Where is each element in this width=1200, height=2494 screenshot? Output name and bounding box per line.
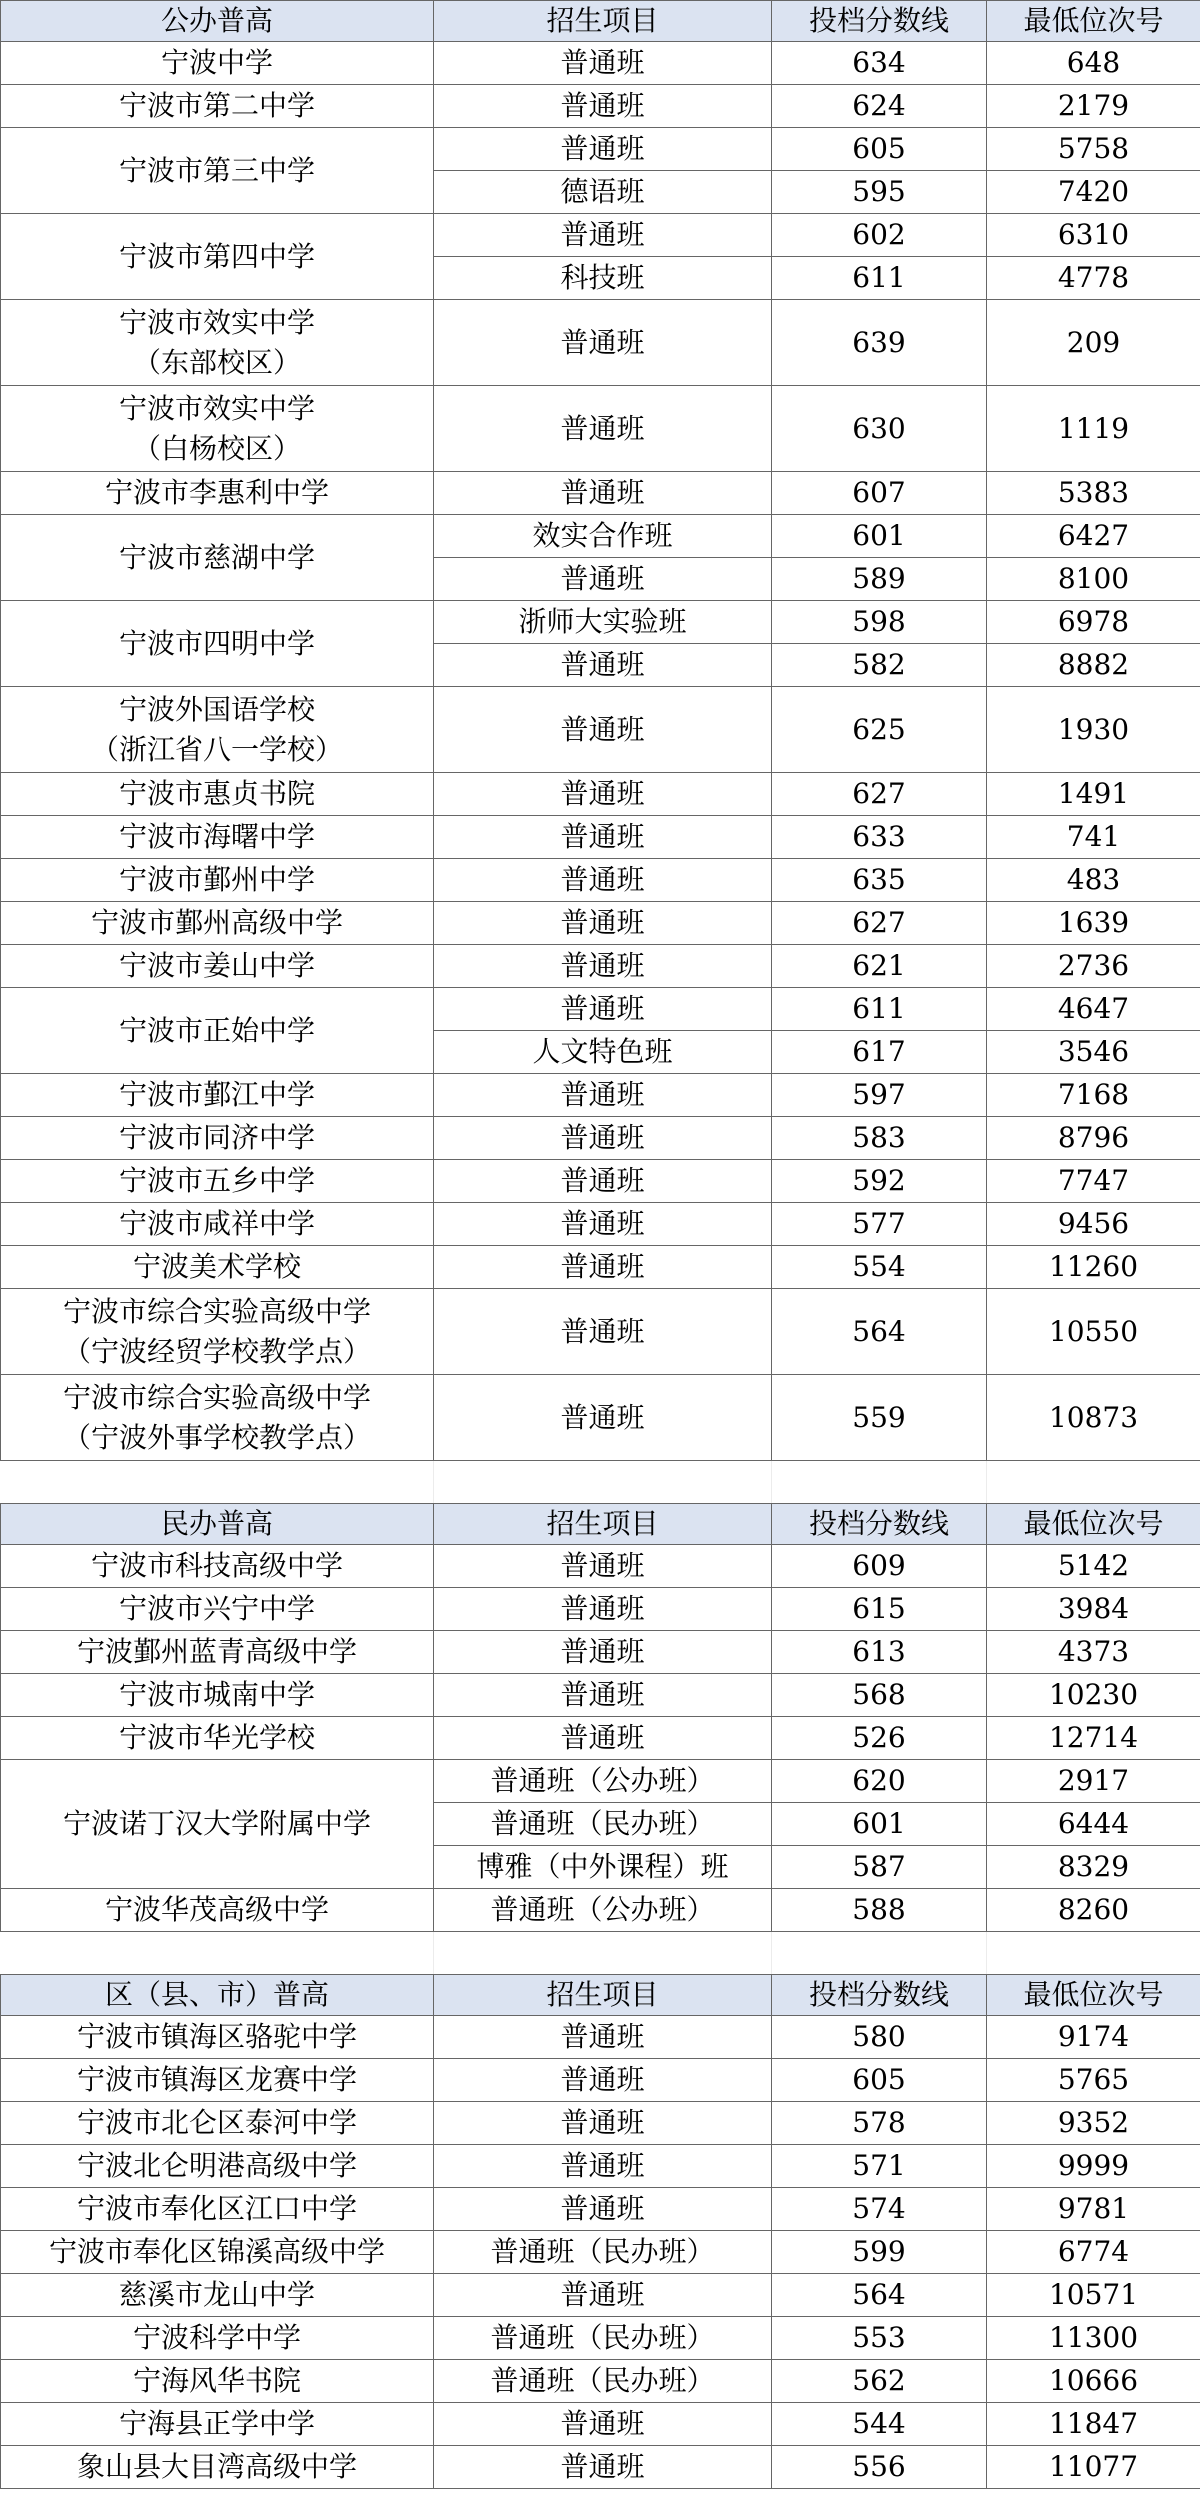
- school-name-cell: [1, 300, 434, 386]
- score-cell: 559: [772, 1375, 987, 1461]
- school-name-cell: 宁波北仑明港高级中学: [1, 2145, 434, 2188]
- program-cell: 效实合作班: [434, 515, 772, 558]
- rank-cell: 10666: [987, 2360, 1200, 2403]
- score-cell: 602: [772, 214, 987, 257]
- school-name-line: 宁波市效实中学: [118, 391, 315, 425]
- school-name-line: （宁波外事学校教学点）: [62, 1420, 371, 1454]
- school-name-line: （浙江省八一学校）: [90, 732, 343, 766]
- rank-cell: 11847: [987, 2403, 1200, 2446]
- rank-cell: 8882: [987, 644, 1200, 687]
- table-row: [1, 386, 1200, 472]
- program-cell: 普通班: [434, 945, 772, 988]
- rank-cell: 11077: [987, 2446, 1200, 2489]
- program-cell: 德语班: [434, 171, 772, 214]
- score-cell: 526: [772, 1717, 987, 1760]
- school-name-cell: 宁波市兴宁中学: [1, 1588, 434, 1631]
- table-row: [1, 2274, 1200, 2317]
- table-body: [1, 1, 1200, 2489]
- header-score: 投档分数线: [772, 1, 987, 42]
- school-name-cell: 宁波市鄞江中学: [1, 1074, 434, 1117]
- rank-cell: 483: [987, 859, 1200, 902]
- program-cell: 普通班（民办班）: [434, 1803, 772, 1846]
- section-header-row: [1, 1, 1200, 42]
- score-cell: 553: [772, 2317, 987, 2360]
- rank-cell: 8100: [987, 558, 1200, 601]
- school-name-cell: 宁波市五乡中学: [1, 1160, 434, 1203]
- school-name-cell: 宁波市镇海区骆驼中学: [1, 2016, 434, 2059]
- school-name-line: 宁波市效实中学: [118, 305, 315, 339]
- score-cell: 639: [772, 300, 987, 386]
- table-row: [1, 472, 1200, 515]
- school-name-cell: 宁波市第三中学: [1, 128, 434, 214]
- school-name-cell: 宁海县正学中学: [1, 2403, 434, 2446]
- score-cell: 597: [772, 1074, 987, 1117]
- rank-cell: 4373: [987, 1631, 1200, 1674]
- rank-cell: 6978: [987, 601, 1200, 644]
- school-name-cell: 宁波市咸祥中学: [1, 1203, 434, 1246]
- rank-cell: 2736: [987, 945, 1200, 988]
- rank-cell: 1930: [987, 687, 1200, 773]
- program-cell: 普通班（民办班）: [434, 2317, 772, 2360]
- table-row: [1, 1588, 1200, 1631]
- table-row: [1, 816, 1200, 859]
- table-row: [1, 773, 1200, 816]
- header-rank: 最低位次号: [987, 1504, 1200, 1545]
- spacer-cell: [434, 1932, 772, 1975]
- score-cell: 634: [772, 42, 987, 85]
- score-cell: 613: [772, 1631, 987, 1674]
- rank-cell: 8329: [987, 1846, 1200, 1889]
- program-cell: 普通班: [434, 300, 772, 386]
- score-cell: 601: [772, 1803, 987, 1846]
- school-name-cell: 宁波市华光学校: [1, 1717, 434, 1760]
- program-cell: 普通班: [434, 1117, 772, 1160]
- score-cell: 564: [772, 1289, 987, 1375]
- program-cell: 普通班: [434, 2446, 772, 2489]
- rank-cell: 7420: [987, 171, 1200, 214]
- score-cell: 625: [772, 687, 987, 773]
- program-cell: 普通班: [434, 1717, 772, 1760]
- rank-cell: 9174: [987, 2016, 1200, 2059]
- program-cell: 普通班: [434, 816, 772, 859]
- school-name-cell: 宁波市第四中学: [1, 214, 434, 300]
- table-row: [1, 1760, 1200, 1803]
- header-program: 招生项目: [434, 1504, 772, 1545]
- program-cell: 普通班: [434, 1203, 772, 1246]
- program-cell: 普通班: [434, 1375, 772, 1461]
- header-score: 投档分数线: [772, 1975, 987, 2016]
- rank-cell: 8796: [987, 1117, 1200, 1160]
- program-cell: 普通班: [434, 902, 772, 945]
- program-cell: 普通班: [434, 644, 772, 687]
- rank-cell: 6310: [987, 214, 1200, 257]
- rank-cell: 6444: [987, 1803, 1200, 1846]
- section-title: 公办普高: [1, 1, 434, 42]
- program-cell: 普通班: [434, 1631, 772, 1674]
- table-row: [1, 1717, 1200, 1760]
- score-cell: 633: [772, 816, 987, 859]
- score-cell: 627: [772, 902, 987, 945]
- rank-cell: 9456: [987, 1203, 1200, 1246]
- rank-cell: 3546: [987, 1031, 1200, 1074]
- score-cell: 635: [772, 859, 987, 902]
- table-row: [1, 42, 1200, 85]
- table-row: [1, 2403, 1200, 2446]
- program-cell: 普通班: [434, 386, 772, 472]
- program-cell: 普通班: [434, 214, 772, 257]
- program-cell: 普通班: [434, 85, 772, 128]
- program-cell: 普通班（民办班）: [434, 2231, 772, 2274]
- table-row: [1, 1375, 1200, 1461]
- spacer-cell: [1, 1932, 434, 1975]
- program-cell: 普通班: [434, 773, 772, 816]
- program-cell: 普通班: [434, 1160, 772, 1203]
- rank-cell: 2917: [987, 1760, 1200, 1803]
- score-cell: 617: [772, 1031, 987, 1074]
- rank-cell: 1491: [987, 773, 1200, 816]
- section-header-row: [1, 1504, 1200, 1545]
- spacer-cell: [987, 1461, 1200, 1504]
- school-name-cell: 宁波市海曙中学: [1, 816, 434, 859]
- rank-cell: 5765: [987, 2059, 1200, 2102]
- score-cell: 627: [772, 773, 987, 816]
- section-title: 区（县、市）普高: [1, 1975, 434, 2016]
- score-cell: 556: [772, 2446, 987, 2489]
- score-cell: 582: [772, 644, 987, 687]
- rank-cell: 10230: [987, 1674, 1200, 1717]
- rank-cell: 7168: [987, 1074, 1200, 1117]
- table-row: [1, 214, 1200, 257]
- school-name-line: 宁波外国语学校: [118, 692, 315, 726]
- score-cell: 554: [772, 1246, 987, 1289]
- spacer-cell: [987, 1932, 1200, 1975]
- score-cell: 564: [772, 2274, 987, 2317]
- program-cell: 普通班: [434, 1289, 772, 1375]
- school-name-cell: 宁波市第二中学: [1, 85, 434, 128]
- score-cell: 578: [772, 2102, 987, 2145]
- table-row: [1, 2016, 1200, 2059]
- table-row: [1, 1074, 1200, 1117]
- header-program: 招生项目: [434, 1, 772, 42]
- program-cell: 普通班: [434, 1588, 772, 1631]
- spacer-cell: [434, 1461, 772, 1504]
- program-cell: 普通班（公办班）: [434, 1760, 772, 1803]
- school-name-cell: 宁波市惠贞书院: [1, 773, 434, 816]
- school-name-cell: 宁波科学中学: [1, 2317, 434, 2360]
- table-row: [1, 1246, 1200, 1289]
- school-name-cell: 宁波市四明中学: [1, 601, 434, 687]
- school-name-cell: 宁波市北仑区泰河中学: [1, 2102, 434, 2145]
- table-row: [1, 2317, 1200, 2360]
- rank-cell: 9781: [987, 2188, 1200, 2231]
- program-cell: 普通班: [434, 2188, 772, 2231]
- school-name-line: 宁波市综合实验高级中学: [62, 1380, 371, 1414]
- school-name-cell: 宁波市正始中学: [1, 988, 434, 1074]
- table-row: [1, 1674, 1200, 1717]
- school-name-line: 宁波市综合实验高级中学: [62, 1294, 371, 1328]
- section-spacer: [1, 1461, 1200, 1504]
- table-row: [1, 2188, 1200, 2231]
- school-name-cell: 宁波市同济中学: [1, 1117, 434, 1160]
- score-cell: 583: [772, 1117, 987, 1160]
- table-row: [1, 2446, 1200, 2489]
- program-cell: 普通班: [434, 2145, 772, 2188]
- table-row: [1, 1889, 1200, 1932]
- score-cell: 544: [772, 2403, 987, 2446]
- table-row: [1, 1545, 1200, 1588]
- section-spacer: [1, 1932, 1200, 1975]
- program-cell: 普通班: [434, 128, 772, 171]
- program-cell: 普通班: [434, 1674, 772, 1717]
- table-row: [1, 687, 1200, 773]
- program-cell: 普通班: [434, 988, 772, 1031]
- score-cell: 615: [772, 1588, 987, 1631]
- school-name-cell: 宁海风华书院: [1, 2360, 434, 2403]
- rank-cell: 5758: [987, 128, 1200, 171]
- header-score: 投档分数线: [772, 1504, 987, 1545]
- table-row: [1, 2059, 1200, 2102]
- rank-cell: 5142: [987, 1545, 1200, 1588]
- score-cell: 562: [772, 2360, 987, 2403]
- rank-cell: 3984: [987, 1588, 1200, 1631]
- table-row: [1, 1289, 1200, 1375]
- section-title: 民办普高: [1, 1504, 434, 1545]
- score-cell: 624: [772, 85, 987, 128]
- header-program: 招生项目: [434, 1975, 772, 2016]
- table-row: [1, 2360, 1200, 2403]
- table-row: [1, 1117, 1200, 1160]
- school-name-cell: 宁波市镇海区龙赛中学: [1, 2059, 434, 2102]
- rank-cell: 4647: [987, 988, 1200, 1031]
- table-row: [1, 1203, 1200, 1246]
- school-name-cell: 宁波华茂高级中学: [1, 1889, 434, 1932]
- school-name-cell: 慈溪市龙山中学: [1, 2274, 434, 2317]
- program-cell: 浙师大实验班: [434, 601, 772, 644]
- spacer-cell: [1, 1461, 434, 1504]
- school-name-line: （宁波经贸学校教学点）: [62, 1334, 371, 1368]
- score-cell: 598: [772, 601, 987, 644]
- score-cell: 611: [772, 257, 987, 300]
- school-name-cell: 宁波市慈湖中学: [1, 515, 434, 601]
- table-row: [1, 859, 1200, 902]
- spacer-cell: [772, 1932, 987, 1975]
- program-cell: 普通班: [434, 2059, 772, 2102]
- table-row: [1, 601, 1200, 644]
- program-cell: 普通班: [434, 42, 772, 85]
- score-cell: 607: [772, 472, 987, 515]
- table-row: [1, 945, 1200, 988]
- school-name-cell: 宁波市奉化区锦溪高级中学: [1, 2231, 434, 2274]
- rank-cell: 6427: [987, 515, 1200, 558]
- table-row: [1, 85, 1200, 128]
- rank-cell: 8260: [987, 1889, 1200, 1932]
- school-name-cell: 宁波市鄞州高级中学: [1, 902, 434, 945]
- rank-cell: 10571: [987, 2274, 1200, 2317]
- program-cell: 普通班: [434, 2102, 772, 2145]
- school-name-cell: [1, 386, 434, 472]
- program-cell: 科技班: [434, 257, 772, 300]
- rank-cell: 12714: [987, 1717, 1200, 1760]
- table-row: [1, 2145, 1200, 2188]
- score-cell: 592: [772, 1160, 987, 1203]
- rank-cell: 1639: [987, 902, 1200, 945]
- table-row: [1, 902, 1200, 945]
- school-name-cell: 宁波市鄞州中学: [1, 859, 434, 902]
- score-cell: 571: [772, 2145, 987, 2188]
- rank-cell: 1119: [987, 386, 1200, 472]
- score-cell: 621: [772, 945, 987, 988]
- school-name-cell: 宁波美术学校: [1, 1246, 434, 1289]
- score-cell: 577: [772, 1203, 987, 1246]
- rank-cell: 10550: [987, 1289, 1200, 1375]
- rank-cell: 9352: [987, 2102, 1200, 2145]
- rank-cell: 6774: [987, 2231, 1200, 2274]
- school-name-cell: 宁波市李惠利中学: [1, 472, 434, 515]
- rank-cell: 10873: [987, 1375, 1200, 1461]
- score-cell: 620: [772, 1760, 987, 1803]
- school-name-cell: [1, 1289, 434, 1375]
- section-header-row: [1, 1975, 1200, 2016]
- score-cell: 589: [772, 558, 987, 601]
- program-cell: 普通班（公办班）: [434, 1889, 772, 1932]
- table-row: [1, 2231, 1200, 2274]
- rank-cell: 9999: [987, 2145, 1200, 2188]
- score-cell: 601: [772, 515, 987, 558]
- score-cell: 568: [772, 1674, 987, 1717]
- score-cell: 580: [772, 2016, 987, 2059]
- school-name-cell: 宁波市城南中学: [1, 1674, 434, 1717]
- program-cell: 普通班: [434, 2403, 772, 2446]
- school-name-cell: 宁波诺丁汉大学附属中学: [1, 1760, 434, 1889]
- school-name-cell: 宁波中学: [1, 42, 434, 85]
- rank-cell: 648: [987, 42, 1200, 85]
- program-cell: 博雅（中外课程）班: [434, 1846, 772, 1889]
- table-row: [1, 1631, 1200, 1674]
- score-cell: 588: [772, 1889, 987, 1932]
- table-row: [1, 988, 1200, 1031]
- score-cell: 595: [772, 171, 987, 214]
- score-cell: 574: [772, 2188, 987, 2231]
- rank-cell: 4778: [987, 257, 1200, 300]
- program-cell: 普通班: [434, 1246, 772, 1289]
- program-cell: 普通班: [434, 2274, 772, 2317]
- rank-cell: 7747: [987, 1160, 1200, 1203]
- table-row: [1, 2102, 1200, 2145]
- score-cell: 605: [772, 2059, 987, 2102]
- program-cell: 普通班: [434, 859, 772, 902]
- table-row: [1, 515, 1200, 558]
- score-cell: 609: [772, 1545, 987, 1588]
- school-name-cell: 宁波市姜山中学: [1, 945, 434, 988]
- school-name-cell: 宁波市科技高级中学: [1, 1545, 434, 1588]
- score-cell: 611: [772, 988, 987, 1031]
- score-cell: 605: [772, 128, 987, 171]
- header-rank: 最低位次号: [987, 1975, 1200, 2016]
- school-name-cell: 象山县大目湾高级中学: [1, 2446, 434, 2489]
- score-cell: 599: [772, 2231, 987, 2274]
- header-rank: 最低位次号: [987, 1, 1200, 42]
- score-cell: 630: [772, 386, 987, 472]
- program-cell: 普通班: [434, 2016, 772, 2059]
- table-row: [1, 128, 1200, 171]
- program-cell: 普通班: [434, 687, 772, 773]
- school-name-cell: [1, 687, 434, 773]
- school-name-cell: 宁波鄞州蓝青高级中学: [1, 1631, 434, 1674]
- program-cell: 普通班（民办班）: [434, 2360, 772, 2403]
- table-row: [1, 300, 1200, 386]
- rank-cell: 209: [987, 300, 1200, 386]
- rank-cell: 741: [987, 816, 1200, 859]
- score-cell: 587: [772, 1846, 987, 1889]
- program-cell: 普通班: [434, 1545, 772, 1588]
- program-cell: 普通班: [434, 472, 772, 515]
- school-name-line: （东部校区）: [132, 345, 301, 379]
- spacer-cell: [772, 1461, 987, 1504]
- rank-cell: 5383: [987, 472, 1200, 515]
- rank-cell: 11300: [987, 2317, 1200, 2360]
- school-name-cell: [1, 1375, 434, 1461]
- program-cell: 普通班: [434, 558, 772, 601]
- school-name-line: （白杨校区）: [132, 431, 301, 465]
- program-cell: 普通班: [434, 1074, 772, 1117]
- school-name-cell: 宁波市奉化区江口中学: [1, 2188, 434, 2231]
- rank-cell: 2179: [987, 85, 1200, 128]
- program-cell: 人文特色班: [434, 1031, 772, 1074]
- table-row: [1, 1160, 1200, 1203]
- rank-cell: 11260: [987, 1246, 1200, 1289]
